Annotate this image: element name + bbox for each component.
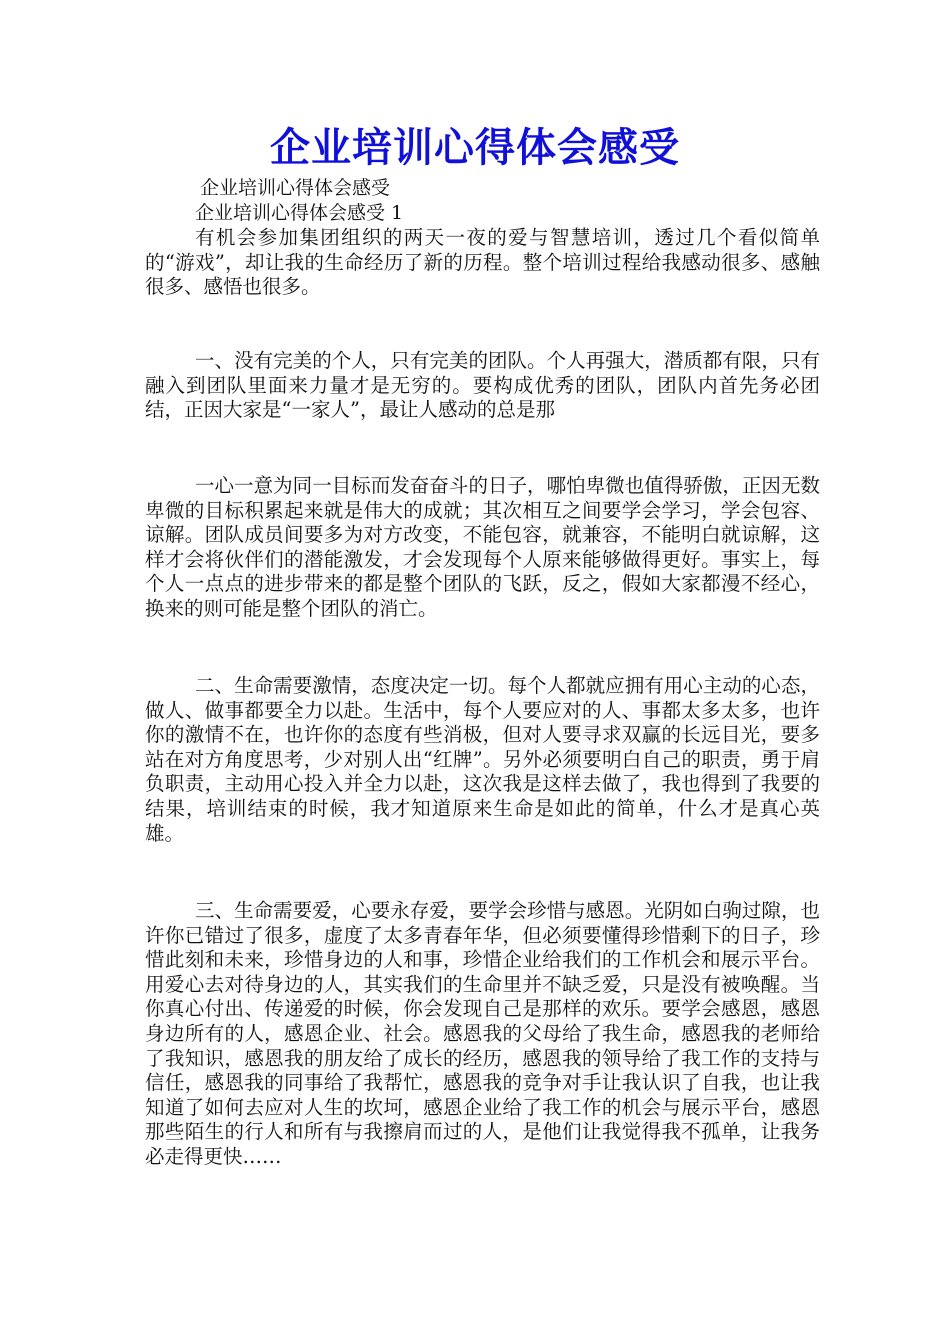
subtitle-numbered: 企业培训心得体会感受 1 — [195, 202, 404, 224]
paragraph-intro: 有机会参加集团组织的两天一夜的爱与智慧培训，透过几个看似简单的“游戏”，却让我的生命经历了新的历程。整个培训过程给我感动很多、感触很多、感悟也很多。 — [145, 226, 820, 299]
paragraph-section-1-part-1: 一、没有完美的个人，只有完美的团队。个人再强大，潜质都有限，只有融入到团队里面来力量才是无穷的。要构成优秀的团队，团队内首先务必团结，正因大家是“一家人”，最让人感动的总是那 — [145, 349, 820, 422]
subtitle-main: 企业培训心得体会感受 — [200, 177, 391, 199]
document-title: 企业培训心得体会感受 — [270, 124, 680, 171]
paragraph-section-1-part-2: 一心一意为同一目标而发奋奋斗的日子，哪怕卑微也值得骄傲，正因无数卑微的目标积累起来就是伟大的成就；其次相互之间要学会学习，学会包容、谅解。团队成员间要多为对方改变，不能包容，就兼容，不能明白就谅解，这样才会将伙伴们的潜能激发，才会发现每个人原来能够做得更好。事实上，每个人一点点的进步带来的都是整个团队的飞跃，反之，假如大家都漫不经心，换来的则可能是整个团队的消亡。 — [145, 474, 820, 620]
paragraph-section-2: 二、生命需要激情，态度决定一切。每个人都就应拥有用心主动的心态，做人、做事都要全力以赴。生活中，每个人要应对的人、事都太多太多，也许你的激情不在，也许你的态度有些消极，但对人要寻求双赢的长远目光，要多站在对方角度思考，少对别人出“红牌”。另外必须要明白自己的职责，勇于肩负职责，主动用心投入并全力以赴，这次我是这样去做了，我也得到了我要的结果，培训结束的时候，我才知道原来生命是如此的简单，什么才是真心英雄。 — [145, 674, 820, 845]
paragraph-section-3: 三、生命需要爱，心要永存爱，要学会珍惜与感恩。光阴如白驹过隙，也许你已错过了很多，虚度了太多青春年华，但必须要懂得珍惜剩下的日子，珍惜此刻和未来，珍惜身边的人和事，珍惜企业给我们的工作机会和展示平台。用爱心去对待身边的人，其实我们的生命里并不缺乏爱，只是没有被唤醒。当你真心付出、传递爱的时候，你会发现自己是那样的欢乐。要学会感恩，感恩身边所有的人，感恩企业、社会。感恩我的父母给了我生命，感恩我的老师给了我知识，感恩我的朋友给了成长的经历，感恩我的领导给了我工作的支持与信任，感恩我的同事给了我帮忙，感恩我的竞争对手让我认识了自我，也让我知道了如何去应对人生的坎坷，感恩企业给了我工作的机会与展示平台，感恩那些陌生的行人和所有与我擦肩而过的人，是他们让我觉得我不孤单，让我务必走得更快…… — [145, 899, 820, 1168]
